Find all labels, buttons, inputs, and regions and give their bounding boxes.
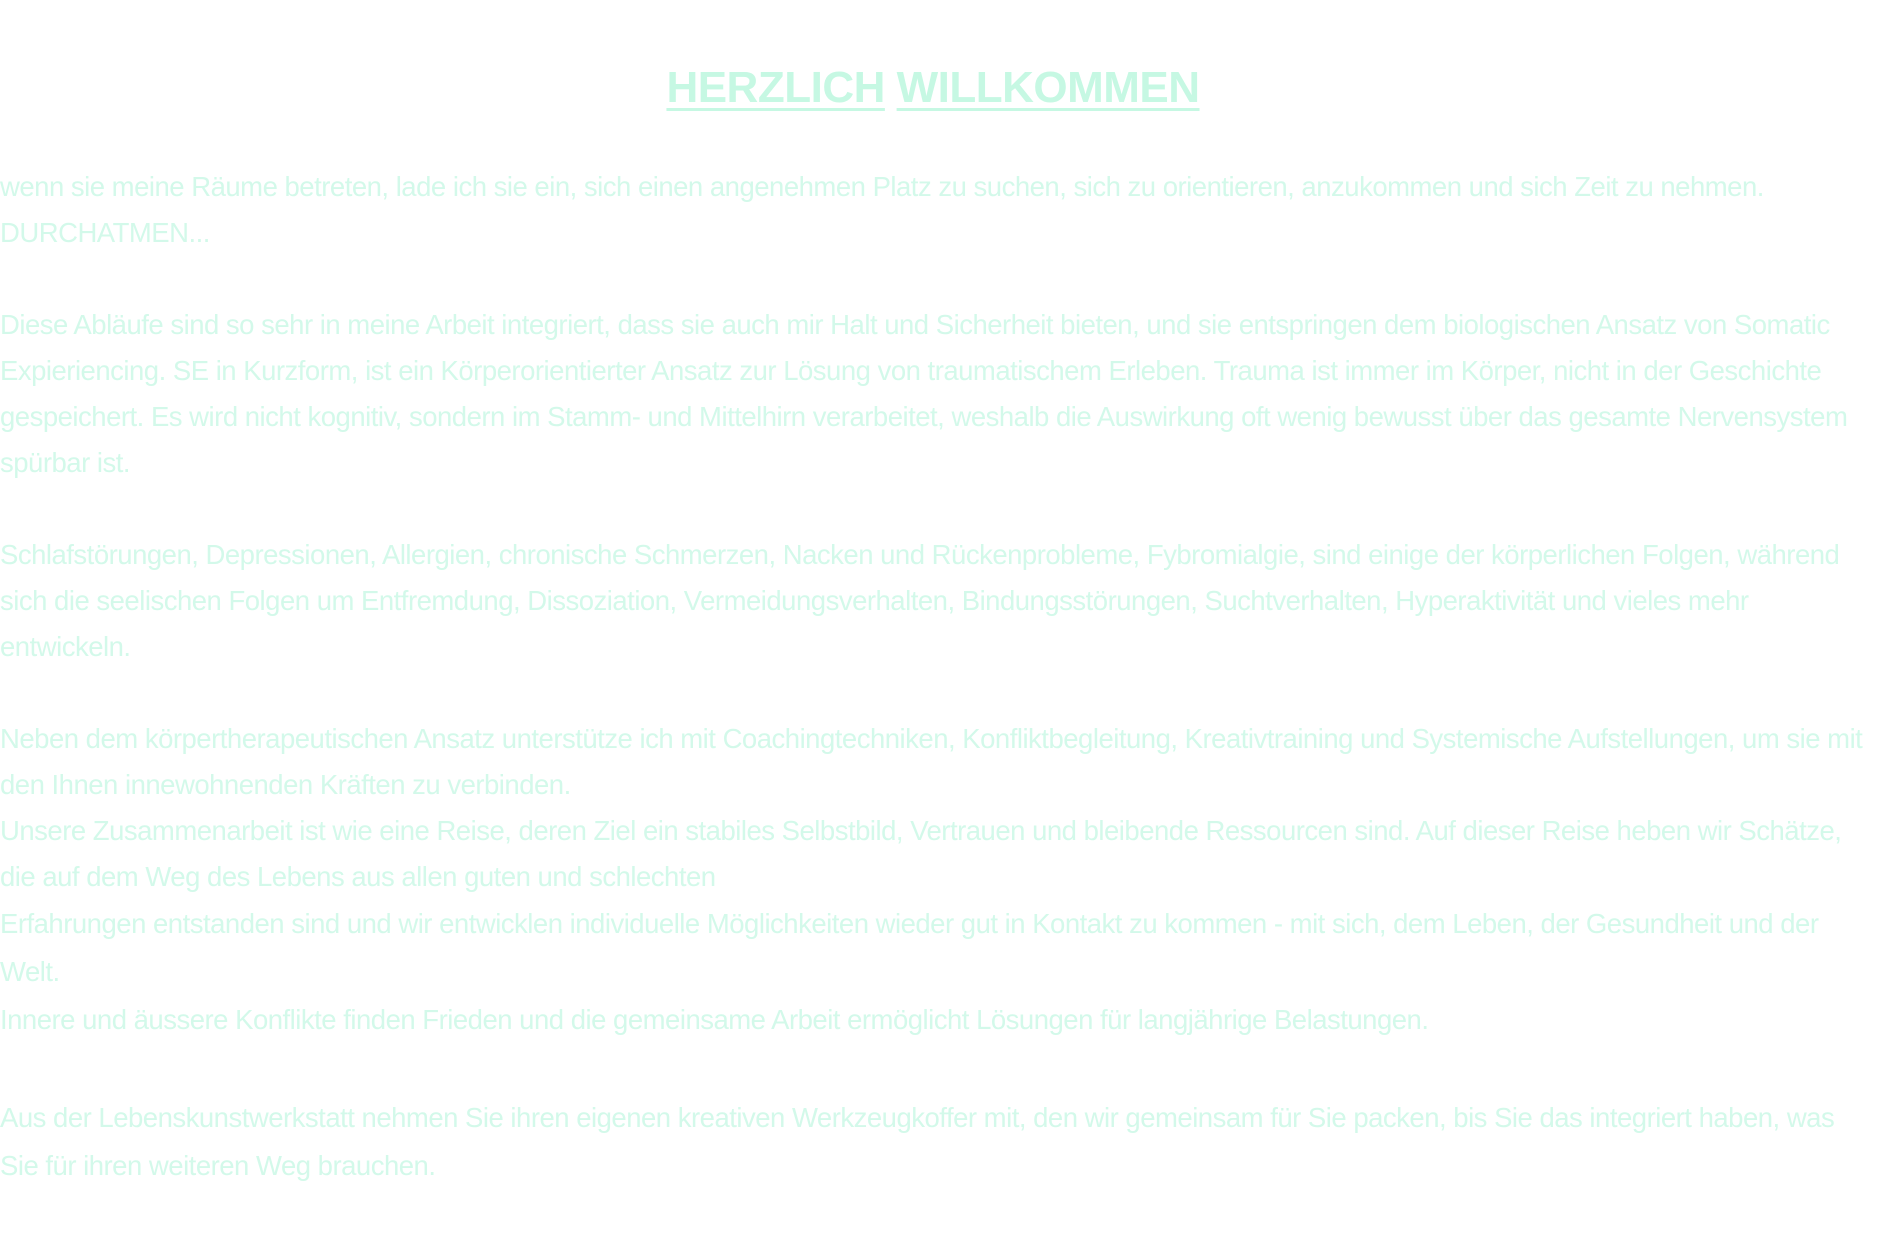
spacer: [0, 1044, 1876, 1094]
spacer: [0, 670, 1876, 716]
spacer: [0, 256, 1876, 302]
heading-link-willkommen[interactable]: WILLKOMMEN: [896, 63, 1200, 112]
spacer: [0, 486, 1876, 532]
paragraph-methods: Neben dem körpertherapeutischen Ansatz unterstütze ich mit Coachingtechniken, Konfliktbegleitung, Kreativtraining und Systemische Aufstellungen, um sie mit den Ihnen innewohnenden Kräften zu verbinden.: [0, 723, 1863, 800]
paragraph-journey: Unsere Zusammenarbeit ist wie eine Reise, deren Ziel ein stabiles Selbstbild, Vertrauen und bleibende Ressourcen sind. Auf dieser Reise heben wir Schätze, die auf dem Weg des Lebens aus allen guten und schlechten: [0, 815, 1842, 892]
paragraph-toolbox: Aus der Lebenskunstwerkstatt nehmen Sie ihren eigenen kreativen Werkzeugkoffer mit, den wir gemeinsam für Sie packen, bis Sie das integriert haben, was Sie für ihren weiteren Weg brauchen.: [0, 1102, 1835, 1181]
page-title: [0, 60, 1866, 116]
paragraph-welcome: wenn sie meine Räume betreten, lade ich sie ein, sich einen angenehmen Platz zu suchen, sich zu orientieren, anzukommen und sich Zeit zu nehmen. DURCHATMEN...: [0, 171, 1764, 248]
heading-link-herzlich[interactable]: HERZLICH: [666, 63, 885, 112]
main-content: [0, 164, 1876, 1190]
paragraph-experiences: Erfahrungen entstanden sind und wir entwicklen individuelle Möglichkeiten wieder gut in Kontakt zu kommen - mit sich, dem Leben, der Gesundheit und der Welt.: [0, 908, 1819, 987]
paragraph-conflicts: Innere und äussere Konflikte finden Frieden und die gemeinsame Arbeit ermöglicht Lösungen für langjährige Belastungen.: [0, 1004, 1429, 1035]
paragraph-somatic-experiencing: Diese Abläufe sind so sehr in meine Arbeit integriert, dass sie auch mir Halt und Sicherheit bieten, und sie entspringen dem biologischen Ansatz von Somatic Expieriencing. SE in Kurzform, ist ein Körperorientierter Ansatz zur Lösung von traumatischem Erleben. Trauma ist immer im Körper, nicht in der Geschichte gespeichert. Es wird nicht kognitiv, sondern im Stamm- und Mittelhirn verarbeitet, weshalb die Auswirkung oft wenig bewusst über das gesamte Nervensystem spürbar ist.: [0, 309, 1848, 478]
paragraph-symptoms: Schlafstörungen, Depressionen, Allergien, chronische Schmerzen, Nacken und Rückenprobleme, Fybromialgie, sind einige der körperlichen Folgen, während sich die seelischen Folgen um Entfremdung, Dissoziation, Vermeidungsverhalten, Bindungsstörungen, Suchtverhalten, Hyperaktivität und vieles mehr entwickeln.: [0, 539, 1840, 662]
